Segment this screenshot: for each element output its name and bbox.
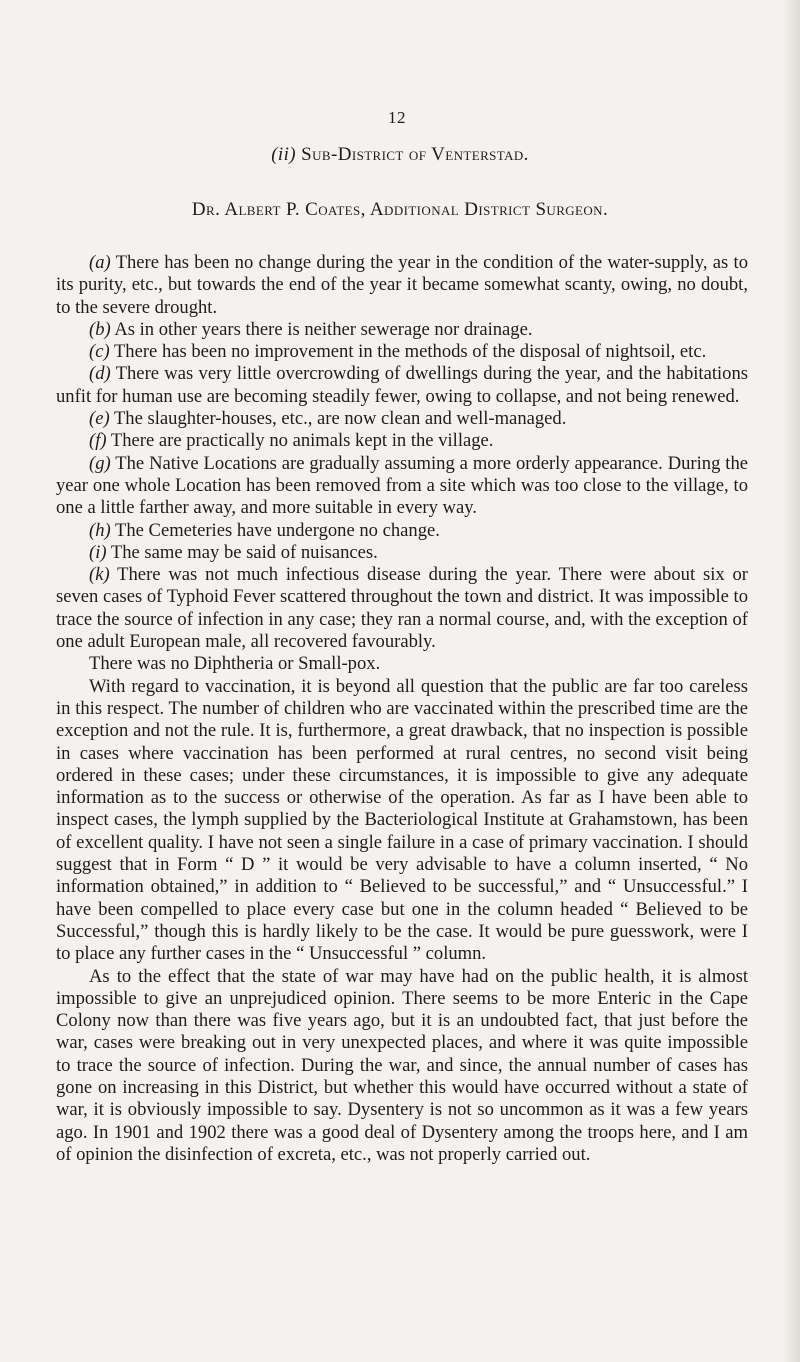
paragraph-a [56,252,748,319]
subdistrict-heading [0,144,800,166]
paragraph-text: As to the effect that the state of war may have had on the public health, it is almost impossible to give an unprejudiced opinion. There seems to be more Enteric in the Cape Colony now than there was five years ago, but it is an undoubted fact, that just before the war, cases were breaking out in very unexpected places, and where it was quite impossible to trace the source of infection. During the war, and since, the annual number of cases has gone on increasing in this District, but whether this would have occurred without a state of war, it is obviously impossible to say. Dysentery is not so uncommon as it was a few years ago. In 1901 and 1902 there was a good deal of Dysentery among the troops here, and I am of opinion the disinfection of excreta, etc., was not properly carried out. [56,965,748,1165]
paragraph-marker: (g) [89,452,111,474]
page-number: 12 [388,108,406,127]
paragraph-marker: (d) [89,363,111,385]
paragraph-d [56,363,748,408]
paragraph-text: With regard to vaccination, it is beyond all question that the public are far too careless in this respect. The number of children who are vaccinated within the prescribed time are the exception and not the rule. It is, furthermore, a great drawback, that no inspection is possible in cases where vaccination has been performed at rural centres, no second visit being ordered in these cases; under these circumstances, it is impossible to give any adequate information as to the success or otherwise of the operation. As far as I have been able to inspect cases, the lymph supplied by the Bacteriological Institute at Grahamstown, has been of excellent quality. I have not seen a single failure in a case of primary vaccination. I should suggest that in Form “ D ” it would be very advisable to have a column inserted, “ No information obtained,” in addition to “ Believed to be successful,” and “ Unsuccessful.” I have been compelled to place every case but one in the column headed “ Believed to be Successful,” though this is hardly likely to be the case. It would be pure guesswork, were I to place any further cases in the “ Unsuccessful ” column. [56,675,748,965]
paragraph-text: As in other years there is neither sewerage nor drainage. [114,318,533,340]
paragraph-diphtheria [56,653,748,675]
paragraph-text: There was no Diphtheria or Small-pox. [89,653,381,675]
paragraph-text: The slaughter-houses, etc., are now clean and well-managed. [113,408,567,430]
report-body [56,252,748,1166]
paragraph-marker: (i) [89,541,107,563]
subdistrict-title: Sub-District of Venterstad. [301,144,529,165]
subdistrict-numeral: (ii) [271,144,297,165]
paragraph-g [56,453,748,520]
paragraph-marker: (b) [89,318,111,340]
paragraph-text: There has been no improvement in the methods of the disposal of nightsoil, etc. [113,341,707,363]
paragraph-h [56,520,748,542]
surgeon-heading: Dr. Albert P. Coates, Additional District Surgeon. [191,199,609,220]
paragraph-text: The Cemeteries have undergone no change. [115,519,440,541]
paragraph-marker: (h) [89,519,111,541]
paragraph-marker: (k) [89,564,110,586]
paragraph-text: There was very little overcrowding of dwellings during the year, and the habitations unfit for human use are becoming steadily fewer, owing to collapse, and not being renewed. [56,363,749,407]
paragraph-war-effect [56,966,748,1167]
paragraph-vaccination [56,676,748,966]
paragraph-marker: (a) [89,252,111,273]
paragraph-marker: (c) [89,341,110,363]
paragraph-e [56,408,748,430]
paragraph-b [56,319,748,341]
paragraph-text: There has been no change during the year in the condition of the water-supply, as to its purity, etc., but towards the end of the year it became somewhat scanty, owing, no doubt, to the severe drought. [56,252,749,318]
paragraph-text: The Native Locations are gradually assuming a more orderly appearance. During the year one whole Location has been removed from a site which was too close to the village, to one a little farther away, and more suitable in every way. [56,452,749,519]
paragraph-i [56,542,748,564]
paragraph-c [56,341,748,363]
paragraph-k [56,564,748,653]
paragraph-f [56,430,748,452]
paragraph-marker: (f) [89,430,107,452]
paragraph-text: There was not much infectious disease during the year. There were about six or seven cases of Typhoid Fever scattered throughout the town and district. It was impossible to trace the source of infection in any case; they ran a normal course, and, with the exception of one adult European male, all recovered favourably. [56,564,748,653]
paragraph-text: The same may be said of nuisances. [110,541,378,563]
paragraph-marker: (e) [89,408,110,430]
paragraph-text: There are practically no animals kept in the village. [110,430,494,452]
